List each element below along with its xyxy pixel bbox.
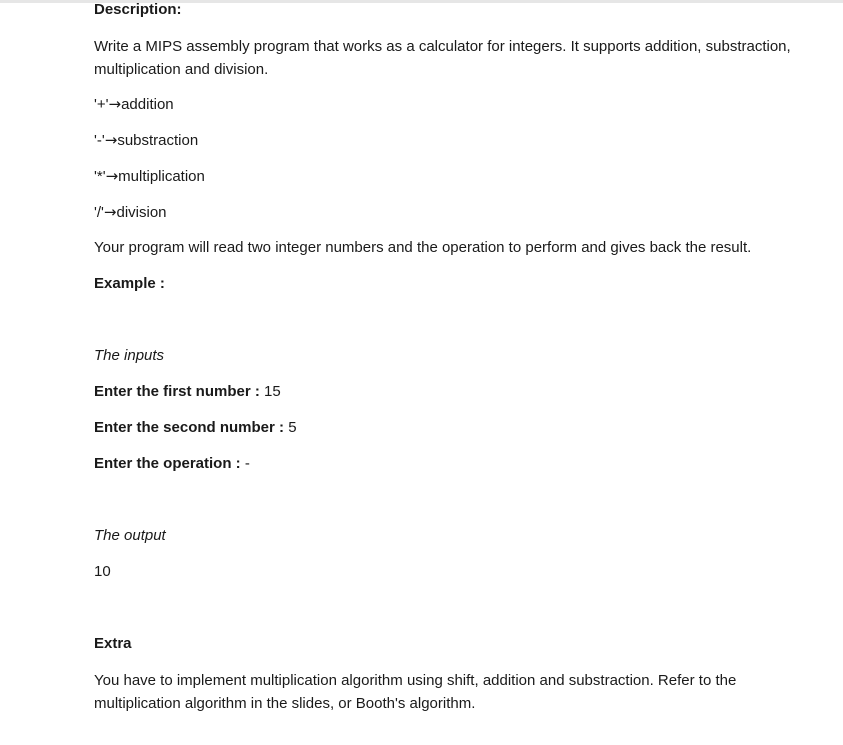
operation-addition bbox=[94, 94, 174, 115]
arrow-icon: → bbox=[105, 167, 119, 185]
output-label: The output bbox=[94, 527, 166, 544]
program-description: Your program will read two integer numbers and the operation to perform and gives back the result. bbox=[94, 239, 752, 256]
first-number-line bbox=[94, 382, 281, 402]
second-number-line bbox=[94, 418, 297, 438]
operation-symbol: '/' bbox=[94, 204, 104, 221]
operation-symbol: '*' bbox=[94, 168, 106, 185]
extra-text: You have to implement multiplication algorithm using shift, addition and substraction. Refer to the multiplication algorithm in the slides, or Booth's algorithm. bbox=[94, 672, 737, 712]
operation-line bbox=[94, 454, 250, 474]
operation-label: Enter the operation : bbox=[94, 455, 241, 472]
second-number-label: Enter the second number : bbox=[94, 419, 285, 436]
operation-symbol: '-' bbox=[94, 132, 105, 149]
extra-heading: Extra bbox=[94, 635, 132, 652]
arrow-icon: → bbox=[108, 95, 122, 113]
first-number-label: Enter the first number : bbox=[94, 383, 260, 400]
arrow-icon: → bbox=[103, 203, 117, 221]
operation-name: division bbox=[116, 204, 167, 221]
operation-name: substraction bbox=[117, 132, 199, 149]
operation-symbol: '+' bbox=[94, 96, 109, 113]
operation-name: multiplication bbox=[118, 168, 205, 185]
operation-division bbox=[94, 202, 167, 223]
first-number-value: 15 bbox=[264, 383, 281, 400]
operation-multiplication bbox=[94, 166, 205, 187]
arrow-icon: → bbox=[104, 131, 118, 149]
description-intro: Write a MIPS assembly program that works as a calculator for integers. It supports addition, substraction, multiplication and division. bbox=[94, 38, 791, 78]
second-number-value: 5 bbox=[288, 419, 297, 436]
output-value: 10 bbox=[94, 563, 111, 580]
description-heading: Description: bbox=[94, 1, 182, 18]
inputs-label: The inputs bbox=[94, 347, 165, 364]
operation-name: addition bbox=[121, 96, 174, 113]
operation-substraction bbox=[94, 130, 198, 151]
example-heading: Example : bbox=[94, 275, 165, 292]
operation-value: - bbox=[244, 455, 250, 472]
